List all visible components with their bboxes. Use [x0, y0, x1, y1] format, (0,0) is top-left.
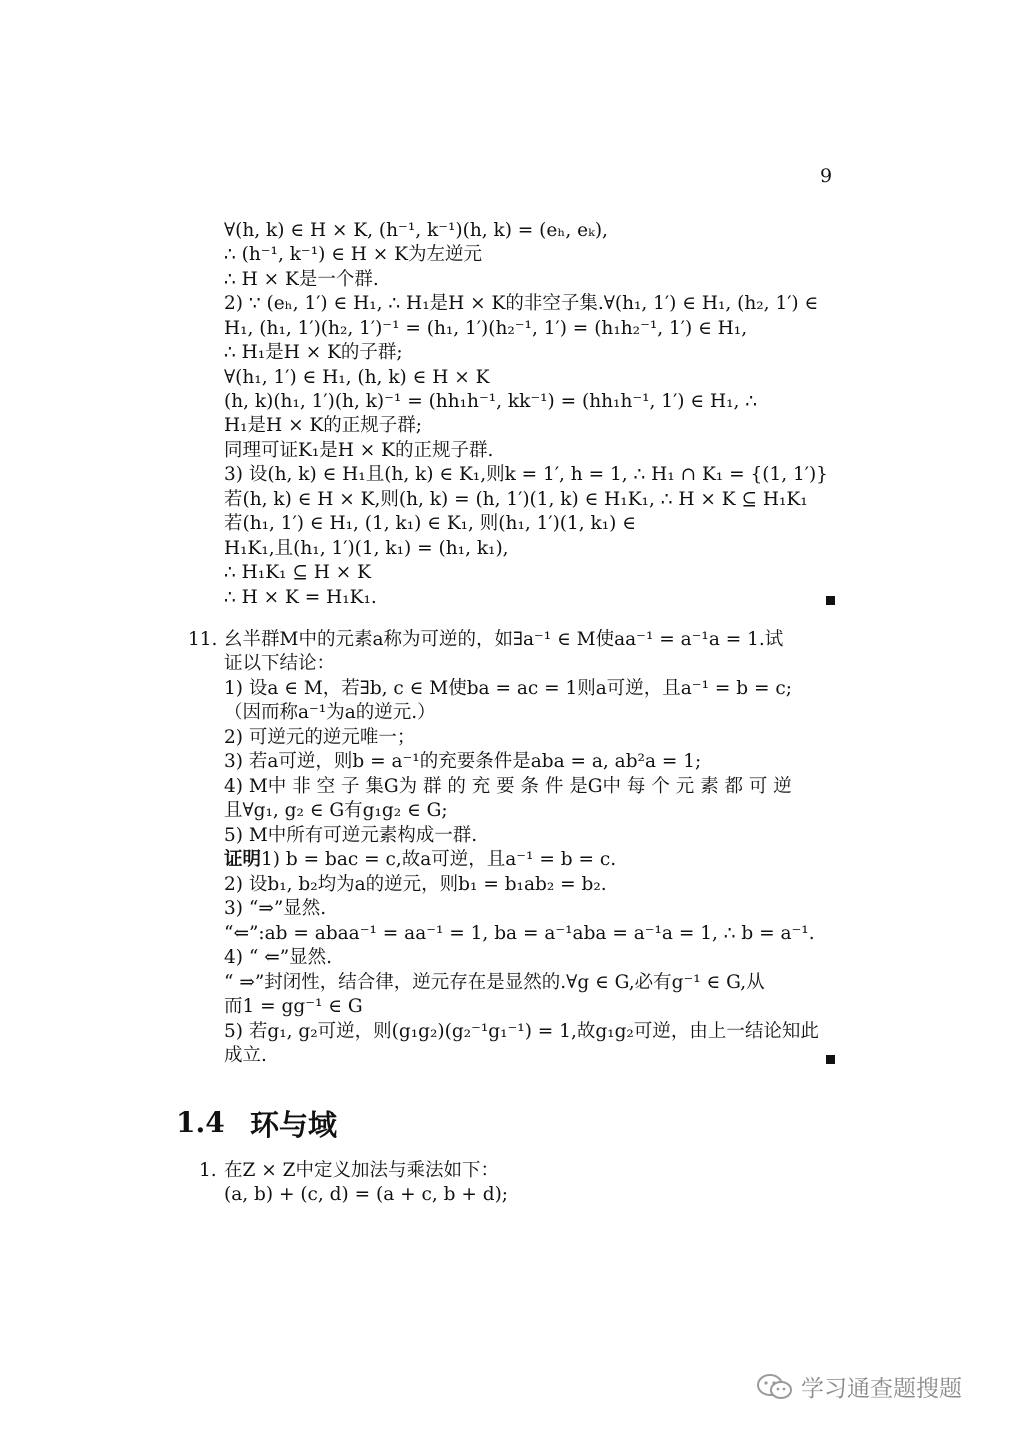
- proof-line: 3) “⇒”显然.: [224, 898, 327, 919]
- proof-line: 2) ∵ (eₕ, 1′) ∈ H₁, ∴ H₁是H × K的非空子集.∀(h₁, 1′) ∈ H₁, (h₂, 1′) ∈: [224, 293, 819, 314]
- proof-line: ∴ H₁K₁ ⊆ H × K: [224, 562, 371, 583]
- proof-first-line: [224, 848, 616, 872]
- proof-line: ∴ H × K = H₁K₁.: [224, 587, 377, 608]
- proof-line: ∀(h₁, 1′) ∈ H₁, (h, k) ∈ H × K: [224, 367, 490, 388]
- proof-line: ∴ H × K是一个群.: [224, 269, 379, 290]
- proof-line: 而1 = gg⁻¹ ∈ G: [224, 996, 363, 1017]
- problem-line: 4) M中 非 空 子 集G为 群 的 充 要 条 件 是G中 每 个 元 素 都 可 逆: [224, 776, 792, 797]
- proof-line: 若(h₁, 1′) ∈ H₁, (1, k₁) ∈ K₁, 则(h₁, 1′)(1, k₁) ∈: [224, 513, 636, 534]
- proof-line: “⇐”:ab = abaa⁻¹ = aa⁻¹ = 1, ba = a⁻¹aba = a⁻¹a = 1, ∴ b = a⁻¹.: [224, 923, 815, 944]
- wechat-icon: [755, 1372, 795, 1402]
- proof-label: 证明: [224, 849, 262, 870]
- problem-number: 11.: [188, 629, 218, 650]
- proof-line: “ ⇒”封闭性，结合律，逆元存在是显然的.∀g ∈ G,必有g⁻¹ ∈ G,从: [224, 972, 765, 993]
- proof-line: 2) 设b₁, b₂均为a的逆元，则b₁ = b₁ab₂ = b₂.: [224, 874, 607, 895]
- section-title: 环与域: [250, 1108, 338, 1142]
- proof-line: (h, k)(h₁, 1′)(h, k)⁻¹ = (hh₁h⁻¹, kk⁻¹) = (hh₁h⁻¹, 1′) ∈ H₁, ∴: [224, 391, 758, 412]
- proof-line: 同理可证K₁是H × K的正规子群.: [224, 440, 494, 461]
- qed-square-icon: [826, 596, 835, 605]
- watermark-text: 学习通查题搜题: [801, 1376, 962, 1402]
- proof-line: ∴ H₁是H × K的子群;: [224, 342, 403, 363]
- proof-line: H₁K₁,且(h₁, 1′)(1, k₁) = (h₁, k₁),: [224, 538, 509, 559]
- problem-line: （因而称a⁻¹为a的逆元.）: [224, 702, 436, 723]
- problem-line: 幺半群M中的元素a称为可逆的，如∃a⁻¹ ∈ M使aa⁻¹ = a⁻¹a = 1.试: [224, 629, 784, 650]
- page-number: 9: [820, 165, 833, 187]
- problem-line: 在Z × Z中定义加法与乘法如下：: [224, 1160, 499, 1181]
- proof-line: ∀(h, k) ∈ H × K, (h⁻¹, k⁻¹)(h, k) = (eₕ, eₖ),: [224, 220, 608, 241]
- proof-line: 成立.: [224, 1045, 267, 1066]
- problem-line: 3) 若a可逆，则b = a⁻¹的充要条件是aba = a, ab²a = 1;: [224, 751, 702, 772]
- proof-line: 5) 若g₁, g₂可逆，则(g₁g₂)(g₂⁻¹g₁⁻¹) = 1,故g₁g₂可逆，由上一结论知此: [224, 1021, 819, 1042]
- proof-line: 若(h, k) ∈ H × K,则(h, k) = (h, 1′)(1, k) ∈ H₁K₁, ∴ H × K ⊆ H₁K₁: [224, 489, 808, 510]
- proof-line: H₁, (h₁, 1′)(h₂, 1′)⁻¹ = (h₁, 1′)(h₂⁻¹, 1′) = (h₁h₂⁻¹, 1′) ∈ H₁,: [224, 318, 748, 339]
- problem-line: (a, b) + (c, d) = (a + c, b + d);: [224, 1184, 509, 1205]
- qed-square-icon: [826, 1055, 835, 1064]
- watermark: [755, 1370, 962, 1403]
- problem-line: 5) M中所有可逆元素构成一群.: [224, 825, 478, 846]
- proof-line: 3) 设(h, k) ∈ H₁且(h, k) ∈ K₁,则k = 1′, h = 1, ∴ H₁ ∩ K₁ = {(1, 1′)}: [224, 464, 828, 485]
- proof-line: H₁是H × K的正规子群;: [224, 415, 422, 436]
- proof-line: 4) “ ⇐”显然.: [224, 947, 333, 968]
- problem-line: 证以下结论：: [224, 653, 336, 674]
- proof-line: ∴ (h⁻¹, k⁻¹) ∈ H × K为左逆元: [224, 244, 483, 265]
- problem-line: 2) 可逆元的逆元唯一；: [224, 727, 416, 748]
- proof-line: 1) b = bac = c,故a可逆，且a⁻¹ = b = c.: [261, 849, 617, 870]
- section-number: 1.4: [176, 1106, 225, 1139]
- problem-line: 1) 设a ∈ M，若∃b, c ∈ M使ba = ac = 1则a可逆，且a⁻¹ = b = c;: [224, 678, 792, 699]
- problem-line: 且∀g₁, g₂ ∈ G有g₁g₂ ∈ G;: [224, 800, 448, 821]
- problem-number: 1.: [199, 1160, 217, 1181]
